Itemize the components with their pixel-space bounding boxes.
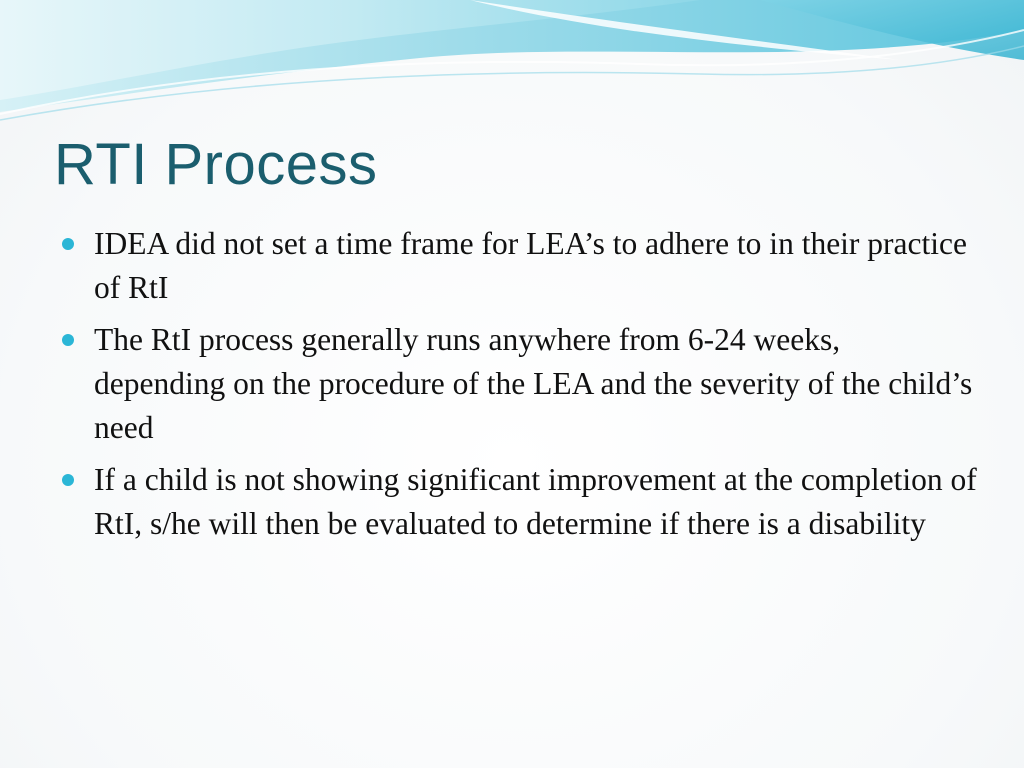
bullet-dot-icon bbox=[62, 334, 74, 346]
bullet-text: If a child is not showing significant improvement at the completion of RtI, s/he will then be evaluated to determine if there is a disability bbox=[94, 462, 977, 541]
bullet-item bbox=[58, 318, 978, 450]
bullet-dot-icon bbox=[62, 474, 74, 486]
bullet-list bbox=[58, 222, 978, 554]
decorative-wave-header bbox=[0, 0, 1024, 130]
bullet-dot-icon bbox=[62, 238, 74, 250]
bullet-item bbox=[58, 222, 978, 310]
slide-title: RTI Process bbox=[54, 132, 378, 197]
bullet-text: IDEA did not set a time frame for LEA’s to adhere to in their practice of RtI bbox=[94, 226, 967, 305]
bullet-text: The RtI process generally runs anywhere from 6-24 weeks, depending on the procedure of the LEA and the severity of the child’s need bbox=[94, 322, 973, 445]
bullet-item bbox=[58, 458, 978, 546]
